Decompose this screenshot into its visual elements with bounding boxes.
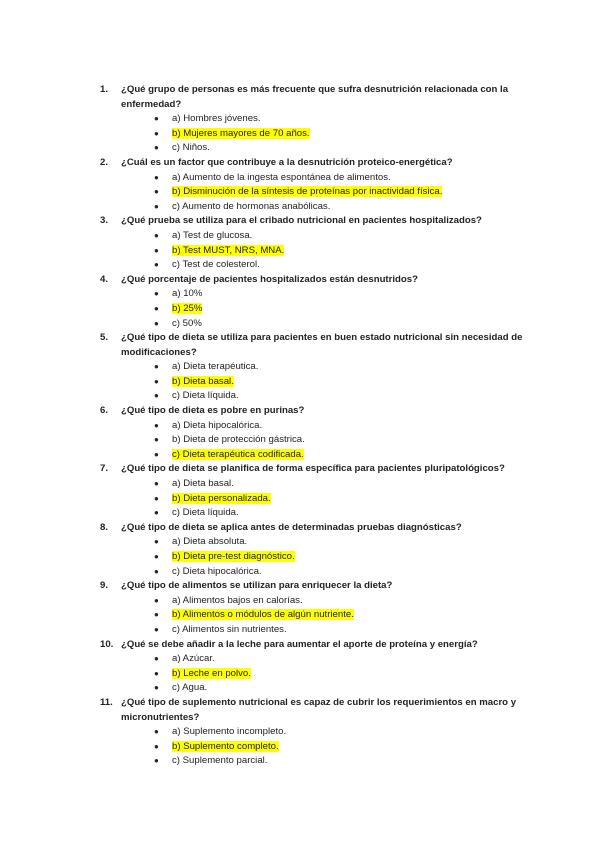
answer-option: [154, 375, 525, 390]
bullet-icon: ●: [154, 683, 159, 693]
bullet-icon: ●: [154, 449, 159, 459]
bullet-icon: ●: [154, 624, 159, 634]
answer-option: [154, 287, 525, 302]
question-item: [100, 521, 525, 579]
bullet-icon: ●: [154, 420, 159, 430]
answer-option: [154, 681, 525, 696]
question-number: 2.: [100, 156, 109, 168]
bullet-icon: ●: [154, 260, 159, 270]
answer-option: [154, 652, 525, 667]
answer-text: a) 10%: [172, 288, 203, 300]
answer-option: [154, 740, 525, 755]
highlighted-answer-text: c) Dieta terapéutica codificada.: [172, 448, 304, 460]
option-list: [100, 594, 525, 638]
option-list: [100, 171, 525, 215]
question-heading: [100, 331, 525, 360]
bullet-icon: ●: [154, 128, 159, 138]
highlighted-answer-text: b) Dieta pre-test diagnóstico.: [172, 551, 295, 562]
answer-option: [154, 506, 525, 521]
question-text: ¿Qué tipo de alimentos se utilizan para enriquecer la dieta?: [121, 580, 393, 592]
answer-option: [154, 185, 525, 200]
bullet-icon: ●: [154, 391, 159, 401]
question-heading: [100, 156, 525, 171]
answer-text: c) Dieta hipocalórica.: [172, 565, 262, 577]
question-number: 1.: [100, 84, 109, 95]
question-item: [100, 696, 525, 769]
option-list: [100, 477, 525, 521]
option-list: [100, 287, 525, 331]
answer-option: [154, 389, 525, 404]
question-number: 3.: [100, 215, 109, 227]
answer-option: [154, 244, 525, 259]
bullet-icon: ●: [154, 187, 159, 197]
question-item: [100, 462, 525, 520]
answer-text: c) Test de colesterol.: [172, 259, 260, 271]
bullet-icon: ●: [154, 610, 159, 620]
option-list: [100, 360, 525, 404]
bullet-icon: ●: [154, 376, 159, 386]
question-number: 9.: [100, 580, 109, 592]
answer-option: [154, 141, 525, 156]
question-text: ¿Qué tipo de dieta es pobre en purinas?: [121, 405, 305, 417]
bullet-icon: ●: [154, 172, 159, 182]
question-heading: [100, 273, 525, 288]
bullet-icon: ●: [154, 245, 159, 255]
answer-text: c) 50%: [172, 317, 202, 329]
question-heading: [100, 404, 525, 419]
question-item: [100, 83, 525, 156]
answer-option: [154, 448, 525, 463]
bullet-icon: ●: [154, 143, 159, 153]
answer-option: [154, 302, 525, 317]
question-number: 8.: [100, 521, 109, 533]
answer-text: a) Aumento de la ingesta espontánea de alimentos.: [172, 171, 391, 183]
question-list: [100, 83, 525, 769]
answer-option: [154, 477, 525, 492]
question-text: ¿Qué tipo de dieta se aplica antes de determinadas pruebas diagnósticas?: [121, 521, 462, 533]
answer-text: a) Hombres jóvenes.: [172, 113, 261, 125]
question-text: ¿Qué tipo de dieta se utiliza para pacientes en buen estado nutricional sin necesidad de modificaciones?: [121, 332, 523, 358]
bullet-icon: ●: [154, 435, 159, 445]
question-item: [100, 273, 525, 331]
bullet-icon: ●: [154, 362, 159, 372]
bullet-icon: ●: [154, 654, 159, 664]
question-text: ¿Qué grupo de personas es más frecuente que sufra desnutrición relacionada con la enfermedad?: [121, 84, 509, 110]
question-heading: [100, 579, 525, 594]
question-heading: [100, 214, 525, 229]
answer-text: a) Test de glucosa.: [172, 229, 253, 241]
answer-option: [154, 419, 525, 434]
option-list: [100, 725, 525, 769]
answer-option: [154, 535, 525, 550]
bullet-icon: ●: [154, 318, 159, 328]
bullet-icon: ●: [154, 230, 159, 240]
bullet-icon: ●: [154, 595, 159, 605]
question-item: [100, 638, 525, 696]
answer-text: c) Agua.: [172, 682, 208, 694]
answer-text: b) Dieta de protección gástrica.: [172, 434, 305, 446]
answer-text: a) Dieta terapéutica.: [172, 361, 259, 373]
question-heading: [100, 462, 525, 477]
highlighted-answer-text: b) 25%: [172, 302, 203, 314]
highlighted-answer-text: b) Dieta personalizada.: [172, 492, 271, 504]
question-text: ¿Qué tipo de suplemento nutricional es capaz de cubrir los requerimientos en macro y micronutrientes?: [121, 696, 517, 723]
question-heading: [100, 521, 525, 536]
bullet-icon: ●: [154, 508, 159, 518]
highlighted-answer-text: b) Alimentos o módulos de algún nutriente.: [172, 609, 354, 621]
highlighted-answer-text: b) Mujeres mayores de 70 años.: [172, 127, 310, 139]
option-list: [100, 535, 525, 579]
question-item: [100, 214, 525, 272]
question-item: [100, 404, 525, 462]
answer-option: [154, 433, 525, 448]
question-heading: [100, 696, 525, 725]
question-heading: [100, 638, 525, 653]
option-list: [100, 229, 525, 273]
highlighted-answer-text: b) Dieta basal.: [172, 375, 234, 387]
bullet-icon: ●: [154, 741, 159, 751]
bullet-icon: ●: [154, 493, 159, 503]
answer-option: [154, 258, 525, 273]
answer-option: [154, 550, 525, 565]
answer-option: [154, 317, 525, 332]
highlighted-answer-text: b) Test MUST, NRS, MNA.: [172, 244, 285, 256]
answer-option: [154, 725, 525, 740]
question-number: 11.: [100, 696, 113, 708]
bullet-icon: ●: [154, 566, 159, 576]
question-text: ¿Cuál es un factor que contribuye a la desnutrición proteico-energética?: [121, 156, 453, 168]
question-number: 5.: [100, 332, 109, 344]
question-number: 6.: [100, 405, 109, 417]
answer-option: [154, 565, 525, 580]
option-list: [100, 652, 525, 696]
answer-option: [154, 594, 525, 609]
highlighted-answer-text: b) Disminución de la síntesis de proteínas por inactividad física.: [172, 186, 443, 198]
answer-option: [154, 112, 525, 127]
question-number: 10.: [100, 638, 114, 650]
option-list: [100, 112, 525, 156]
answer-text: c) Suplemento parcial.: [172, 755, 268, 767]
answer-text: a) Alimentos bajos en calorías.: [172, 594, 303, 606]
answer-text: a) Dieta hipocalórica.: [172, 419, 263, 431]
bullet-icon: ●: [154, 289, 159, 299]
answer-option: [154, 623, 525, 638]
bullet-icon: ●: [154, 668, 159, 678]
question-heading: [100, 83, 525, 112]
bullet-icon: ●: [154, 727, 159, 737]
question-text: ¿Qué prueba se utiliza para el cribado nutricional en pacientes hospitalizados?: [121, 215, 482, 227]
answer-option: [154, 171, 525, 186]
answer-text: c) Dieta líquida.: [172, 390, 239, 402]
answer-option: [154, 229, 525, 244]
bullet-icon: ●: [154, 201, 159, 211]
answer-option: [154, 492, 525, 507]
question-number: 7.: [100, 463, 109, 475]
question-text: ¿Qué tipo de dieta se planifica de forma específica para pacientes pluripatológicos?: [121, 463, 505, 475]
question-item: [100, 156, 525, 214]
answer-text: c) Dieta líquida.: [172, 507, 239, 519]
bullet-icon: ●: [154, 114, 159, 124]
option-list: [100, 419, 525, 463]
answer-text: c) Aumento de hormonas anabólicas.: [172, 200, 331, 212]
bullet-icon: ●: [154, 756, 159, 766]
highlighted-answer-text: b) Suplemento completo.: [172, 740, 279, 752]
question-item: [100, 331, 525, 404]
answer-text: c) Niños.: [172, 142, 210, 154]
question-text: ¿Qué porcentaje de pacientes hospitalizados están desnutridos?: [121, 273, 418, 285]
bullet-icon: ●: [154, 537, 159, 547]
answer-text: c) Alimentos sin nutrientes.: [172, 623, 287, 635]
bullet-icon: ●: [154, 479, 159, 489]
answer-text: a) Dieta absoluta.: [172, 536, 248, 548]
answer-option: [154, 200, 525, 215]
bullet-icon: ●: [154, 303, 159, 313]
answer-option: [154, 608, 525, 623]
question-item: [100, 579, 525, 637]
question-number: 4.: [100, 273, 109, 285]
answer-text: a) Suplemento incompleto.: [172, 726, 287, 738]
answer-option: [154, 754, 525, 769]
answer-text: a) Dieta basal.: [172, 478, 234, 490]
answer-option: [154, 360, 525, 375]
answer-text: a) Azúcar.: [172, 653, 215, 665]
question-text: ¿Qué se debe añadir a la leche para aumentar el aporte de proteína y energía?: [121, 638, 478, 650]
bullet-icon: ●: [154, 552, 159, 561]
highlighted-answer-text: b) Leche en polvo.: [172, 667, 251, 679]
answer-option: [154, 667, 525, 682]
answer-option: [154, 127, 525, 142]
